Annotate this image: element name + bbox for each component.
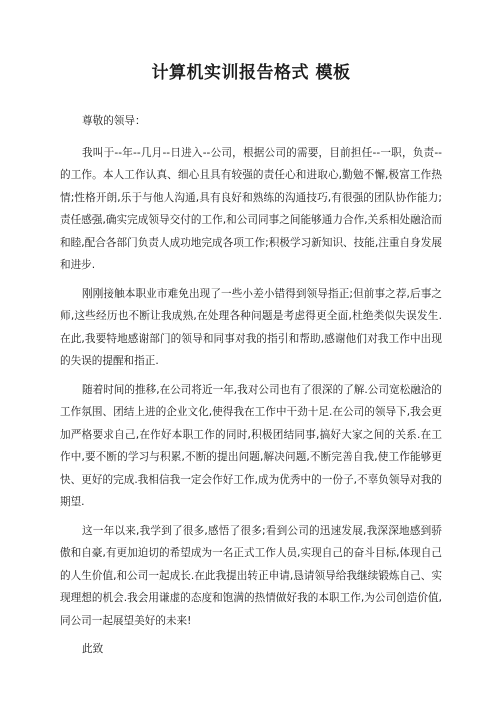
body-paragraph-4: 这一年以来,我学到了很多,感悟了很多;看到公司的迅速发展,我深深地感到骄傲和自豪,有更加迫切的希望成为一名正式工作人员,实现自己的奋斗目标,体现自己的人生价值,和公司一起成长.在此我提出转正申请,恳请领导给我继续锻炼自己、实现理想的机会.我会用谦虚的态度和饱满的热情做好我的本职工作,为公司创造价值,同公司一起展望美好的未来! [60,524,442,627]
document-title: 计算机实训报告格式 模板 [151,63,351,83]
body-paragraph-2: 刚刚接触本职业市难免出现了一些小差小错得到领导指正;但前事之荐,后事之师,这些经历也不断让我成熟,在处理各种问题是考虑得更全面,杜绝类似失误发生.在此,我要特地感谢部门的领导和同事对我的指引和帮助,感谢他们对我工作中出现的失误的提醒和指正. [60,287,442,367]
body-paragraph-3: 随着时间的推移,在公司将近一年,我对公司也有了很深的了解.公司宽松融洽的工作氛围、团结上进的企业文化,使得我在工作中干劲十足.在公司的领导下,我会更加严格要求自己,在作好本职工作的同时,积极团结同事,搞好大家之间的关系.在工作中,要不断的学习与积累,不断的提出问题,解决问题,不断完善自我,使工作能够更快、更好的完成.我相信我一定会作好工作,成为优秀中的一份子,不辜负领导对我的期望. [60,383,442,508]
body-paragraph-1: 我叫于--年--几月--日进入--公司，根据公司的需要，目前担任--一职，负责--的工作。本人工作认真、细心且具有较强的责任心和进取心,勤勉不懈,极富工作热情;性格开朗,乐于与他人沟通,具有良好和熟练的沟通技巧,有很强的团队协作能力;责任感强,确实完成领导交付的工作,和公司同事之间能够通力合作,关系相处融洽而和睦,配合各部门负责人成功地完成各项工作;积极学习新知识、技能,注重自身发展和进步. [60,146,442,271]
salutation: 尊敬的领导： [82,115,146,127]
closing-text: 此致 [82,643,104,655]
